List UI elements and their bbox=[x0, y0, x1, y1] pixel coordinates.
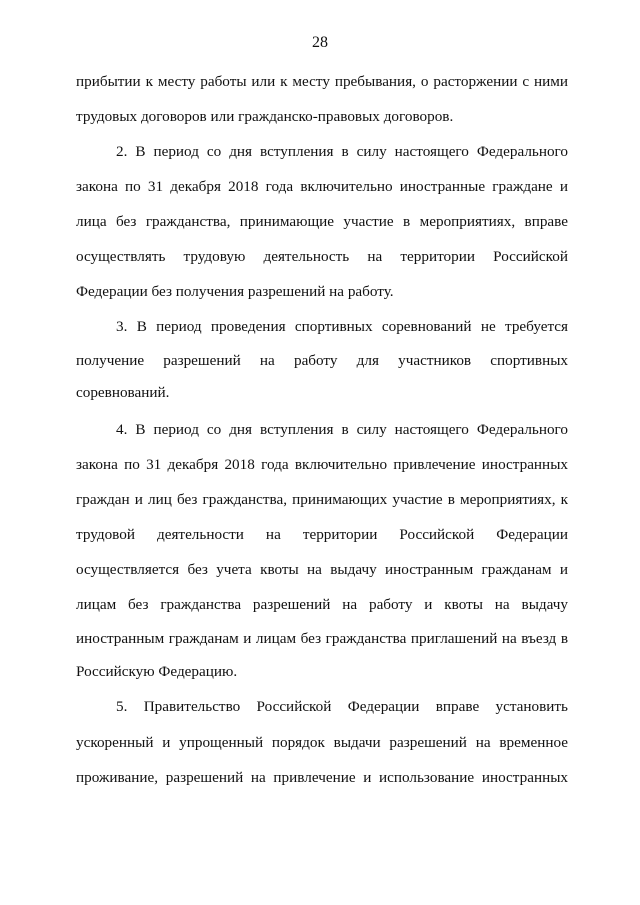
text-line: проживание, разрешений на привлечение и использование иностранных bbox=[76, 769, 568, 786]
text-line: ускоренный и упрощенный порядок выдачи разрешений на временное bbox=[76, 734, 568, 751]
text-line: осуществляется без учета квоты на выдачу иностранным гражданам и bbox=[76, 561, 568, 578]
text-line: иностранным гражданам и лицам без гражданства приглашений на въезд в bbox=[76, 630, 568, 647]
text-line: получение разрешений на работу для участников спортивных bbox=[76, 352, 568, 369]
text-line: Федерации без получения разрешений на работу. bbox=[76, 283, 394, 300]
text-line: лица без гражданства, принимающие участие в мероприятиях, вправе bbox=[76, 213, 568, 230]
text-line: соревнований. bbox=[76, 384, 170, 401]
text-line: трудовой деятельности на территории Российской Федерации bbox=[76, 526, 568, 543]
page-number: 28 bbox=[312, 34, 328, 51]
paragraph-5-start: 5. Правительство Российской Федерации вправе установить bbox=[116, 698, 568, 715]
text-line: трудовых договоров или гражданско-правовых договоров. bbox=[76, 108, 454, 125]
text-line: закона по 31 декабря 2018 года включительно привлечение иностранных bbox=[76, 456, 568, 473]
paragraph-4-start: 4. В период со дня вступления в силу настоящего Федерального bbox=[116, 421, 568, 438]
text-line: прибытии к месту работы или к месту пребывания, о расторжении с ними bbox=[76, 73, 568, 90]
paragraph-3-start: 3. В период проведения спортивных соревнований не требуется bbox=[116, 318, 568, 335]
text-line: лицам без гражданства разрешений на работу и квоты на выдачу bbox=[76, 596, 568, 613]
text-line: закона по 31 декабря 2018 года включительно иностранные граждане и bbox=[76, 178, 568, 195]
paragraph-2-start: 2. В период со дня вступления в силу настоящего Федерального bbox=[116, 143, 568, 160]
text-line: Российскую Федерацию. bbox=[76, 663, 238, 680]
text-line: осуществлять трудовую деятельность на территории Российской bbox=[76, 248, 568, 265]
text-line: граждан и лиц без гражданства, принимающих участие в мероприятиях, к bbox=[76, 491, 568, 508]
